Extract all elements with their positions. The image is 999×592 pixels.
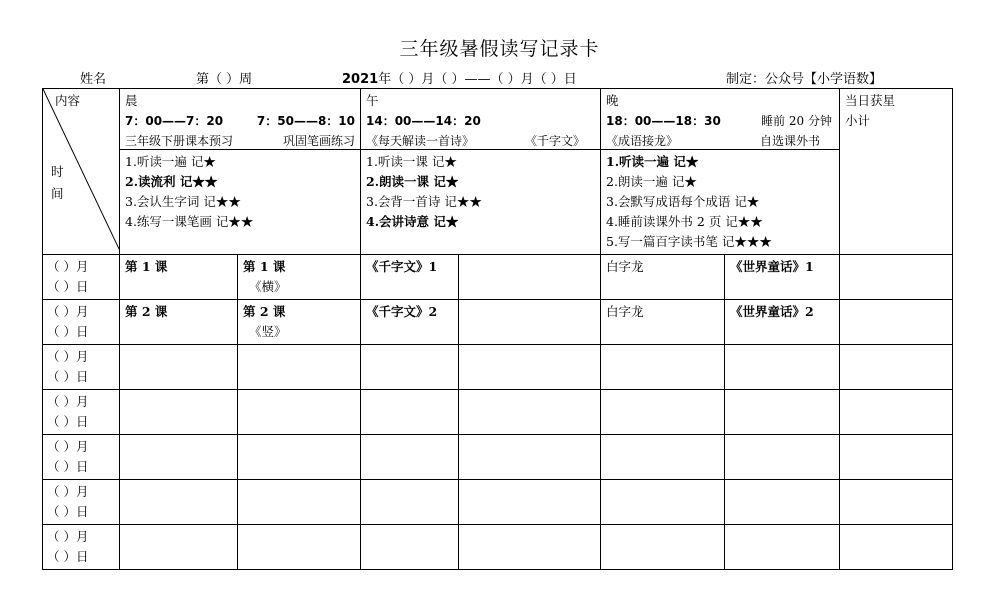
noon-cell-1[interactable] xyxy=(361,300,459,345)
record-table xyxy=(42,88,953,570)
date-range xyxy=(342,68,577,87)
noon-cell-2[interactable] xyxy=(459,435,601,480)
rows-body xyxy=(43,255,953,570)
stars-cell[interactable] xyxy=(840,300,953,345)
evening-task1: 《成语接龙》 xyxy=(606,134,679,148)
morning-cell-1[interactable] xyxy=(120,300,238,345)
day-label: （ ）日 xyxy=(47,279,89,294)
year-value: 2021 xyxy=(342,72,379,87)
morning-cell-2-stroke: 《横》 xyxy=(249,279,287,294)
noon-cell-2[interactable] xyxy=(459,255,601,300)
evening-cell-2-text: 《世界童话》2 xyxy=(730,304,814,319)
evening-cell-1[interactable] xyxy=(601,435,725,480)
evening-cell-2[interactable] xyxy=(725,300,840,345)
week-label: 第（ ）周 xyxy=(196,72,253,87)
morning-cell-1[interactable] xyxy=(120,435,238,480)
noon-cell-1[interactable] xyxy=(361,255,459,300)
name-label: 姓名 xyxy=(80,72,107,87)
date-range-text: 年（ ）月（ ）——（ ）月（ ）日 xyxy=(378,72,577,87)
month-label: （ ）月 xyxy=(47,394,89,409)
time-label: 时 间 xyxy=(51,164,64,201)
noon-cell-2[interactable] xyxy=(459,525,601,570)
noon-cell-1-text: 《千字文》1 xyxy=(366,259,438,274)
evening-cell-1[interactable] xyxy=(601,300,725,345)
evening-header xyxy=(601,89,840,255)
morning-item-3: 3.会认生字词 记★★ xyxy=(125,194,241,209)
morning-cell-2-text: 第 2 课 xyxy=(243,304,286,319)
noon-cell-1[interactable] xyxy=(361,390,459,435)
morning-item-4: 4.练写一课笔画 记★★ xyxy=(125,214,254,229)
noon-item-4: 4.会讲诗意 记★ xyxy=(366,214,459,229)
month-label: （ ）月 xyxy=(47,349,89,364)
morning-cell-2[interactable] xyxy=(238,345,361,390)
morning-cell-1-text: 第 2 课 xyxy=(125,304,168,319)
evening-cell-1[interactable] xyxy=(601,255,725,300)
morning-item-1: 1.听读一遍 记★ xyxy=(125,154,216,169)
month-label: （ ）月 xyxy=(47,439,89,454)
table-row xyxy=(43,525,953,570)
evening-cell-2[interactable] xyxy=(725,390,840,435)
day-label: （ ）日 xyxy=(47,414,89,429)
table-row xyxy=(43,255,953,300)
evening-cell-1[interactable] xyxy=(601,525,725,570)
morning-item-2: 2.读流利 记★★ xyxy=(125,174,218,189)
month-label: （ ）月 xyxy=(47,484,89,499)
evening-cell-1-text: 白字龙 xyxy=(606,304,644,319)
morning-cell-1[interactable] xyxy=(120,480,238,525)
morning-label: 晨 xyxy=(125,93,138,108)
morning-cell-1[interactable] xyxy=(120,255,238,300)
evening-cell-1[interactable] xyxy=(601,345,725,390)
morning-cell-1[interactable] xyxy=(120,345,238,390)
date-cell[interactable] xyxy=(43,480,120,525)
morning-time1: 7：00——7：20 xyxy=(125,114,224,128)
evening-task2: 自选课外书 xyxy=(759,134,820,148)
evening-cell-2[interactable] xyxy=(725,525,840,570)
day-label: （ ）日 xyxy=(47,459,89,474)
evening-cell-2[interactable] xyxy=(725,435,840,480)
evening-time2: 睡前 20 分钟 xyxy=(761,114,832,128)
morning-cell-2[interactable] xyxy=(238,525,361,570)
noon-item-3: 3.会背一首诗 记★★ xyxy=(366,194,482,209)
evening-item-4: 4.睡前读课外书 2 页 记★★ xyxy=(606,214,763,229)
morning-cell-2[interactable] xyxy=(238,435,361,480)
noon-cell-1[interactable] xyxy=(361,435,459,480)
day-label: （ ）日 xyxy=(47,504,89,519)
date-cell[interactable] xyxy=(43,300,120,345)
header-body xyxy=(43,89,953,255)
evening-time1: 18：00——18：30 xyxy=(606,114,721,128)
morning-cell-2-stroke: 《竖》 xyxy=(249,324,287,339)
noon-cell-1[interactable] xyxy=(361,345,459,390)
month-label: （ ）月 xyxy=(47,259,89,274)
morning-cell-1[interactable] xyxy=(120,525,238,570)
evening-item-1: 1.听读一遍 记★ xyxy=(606,154,699,169)
month-label: （ ）月 xyxy=(47,304,89,319)
noon-item-1: 1.听读一课 记★ xyxy=(366,154,457,169)
morning-task2: 巩固笔画练习 xyxy=(282,134,355,148)
morning-cell-2-text: 第 1 课 xyxy=(243,259,286,274)
morning-cell-2[interactable] xyxy=(238,255,361,300)
evening-item-2: 2.朗读一遍 记★ xyxy=(606,174,697,189)
noon-item-2: 2.朗读一课 记★ xyxy=(366,174,459,189)
date-cell[interactable] xyxy=(43,525,120,570)
evening-item-3: 3.会默写成语每个成语 记★ xyxy=(606,194,760,209)
evening-cell-2[interactable] xyxy=(725,255,840,300)
date-cell[interactable] xyxy=(43,345,120,390)
evening-cell-1[interactable] xyxy=(601,390,725,435)
evening-cell-2[interactable] xyxy=(725,480,840,525)
maker-label: 制定：公众号【小学语数】 xyxy=(726,72,883,87)
stars-label-1: 当日获星 xyxy=(845,93,896,108)
evening-cell-1[interactable] xyxy=(601,480,725,525)
stars-header xyxy=(840,89,953,255)
noon-time1: 14：00——14：20 xyxy=(366,114,481,128)
table-row xyxy=(43,480,953,525)
evening-item-5: 5.写一篇百字读书笔 记★★★ xyxy=(606,234,772,249)
date-cell[interactable] xyxy=(43,435,120,480)
noon-cell-2[interactable] xyxy=(459,480,601,525)
noon-header xyxy=(361,89,601,255)
day-label: （ ）日 xyxy=(47,324,89,339)
table-row xyxy=(43,345,953,390)
evening-label: 晚 xyxy=(606,93,619,108)
date-cell[interactable] xyxy=(43,390,120,435)
month-label: （ ）月 xyxy=(47,529,89,544)
morning-task1: 三年级下册课本预习 xyxy=(125,134,234,148)
stars-cell[interactable] xyxy=(840,255,953,300)
header-row xyxy=(43,89,953,255)
noon-label: 午 xyxy=(366,93,379,108)
content-label: 内容 xyxy=(55,93,81,108)
content-time-header xyxy=(43,89,120,255)
evening-cell-1-text: 白字龙 xyxy=(606,259,644,274)
morning-cell-2[interactable] xyxy=(238,300,361,345)
table-row xyxy=(43,435,953,480)
morning-cell-2[interactable] xyxy=(238,480,361,525)
noon-cell-2[interactable] xyxy=(459,345,601,390)
stars-cell[interactable] xyxy=(840,525,953,570)
day-label: （ ）日 xyxy=(47,549,89,564)
morning-cell-1[interactable] xyxy=(120,390,238,435)
stars-label-2: 小计 xyxy=(845,113,871,128)
noon-cell-2[interactable] xyxy=(459,390,601,435)
noon-cell-1-text: 《千字文》2 xyxy=(366,304,438,319)
noon-cell-2[interactable] xyxy=(459,300,601,345)
morning-time2: 7：50——8：10 xyxy=(256,114,355,128)
morning-cell-1-text: 第 1 课 xyxy=(125,259,168,274)
day-label: （ ）日 xyxy=(47,369,89,384)
table-row xyxy=(43,390,953,435)
noon-cell-1[interactable] xyxy=(361,525,459,570)
stars-cell[interactable] xyxy=(840,390,953,435)
stars-cell[interactable] xyxy=(840,345,953,390)
evening-cell-2[interactable] xyxy=(725,345,840,390)
stars-cell[interactable] xyxy=(840,435,953,480)
date-cell[interactable] xyxy=(43,255,120,300)
morning-cell-2[interactable] xyxy=(238,390,361,435)
morning-header xyxy=(120,89,361,255)
noon-cell-1[interactable] xyxy=(361,480,459,525)
noon-task2: 《千字文》 xyxy=(524,134,585,148)
table-row xyxy=(43,300,953,345)
stars-cell[interactable] xyxy=(840,480,953,525)
page-title: 三年级暑假读写记录卡 xyxy=(399,38,600,60)
evening-cell-2-text: 《世界童话》1 xyxy=(730,259,814,274)
noon-task1: 《每天解读一首诗》 xyxy=(366,134,475,148)
